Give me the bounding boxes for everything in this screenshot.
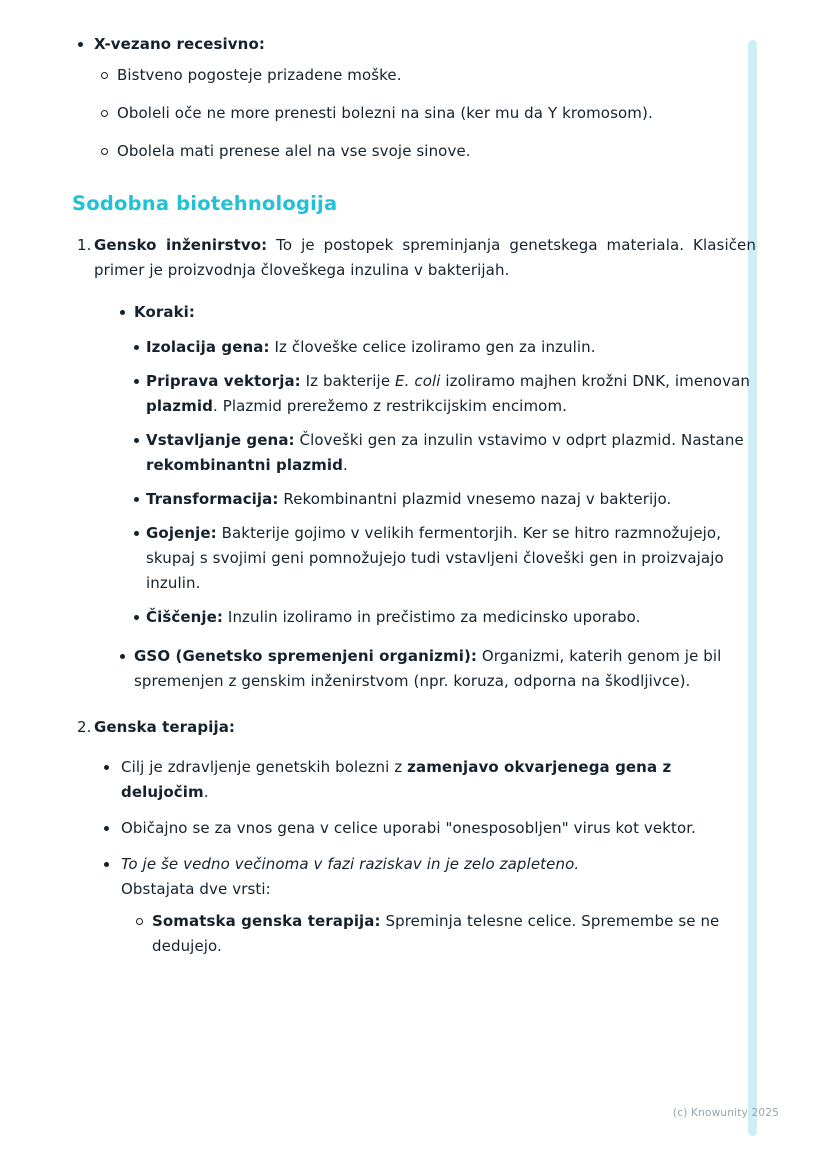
x-linked-recessive-list — [72, 32, 756, 164]
item-number: 2. — [77, 718, 92, 736]
bullet-icon — [104, 816, 121, 841]
list-item-text: Oboleli oče ne more prenesti bolezni na sina (ker mu da Y kromosom). — [117, 104, 653, 122]
sub-bullet-item — [136, 909, 756, 959]
step-item — [134, 428, 756, 478]
list-item-text: Bistveno pogosteje prizadene moške. — [117, 66, 402, 84]
list-item-text: GSO (Genetsko spremenjeni organizmi): Organizmi, katerih genom je bil spremenjen z genskim inženirstvom (npr. koruza, odporna na škodljivce). — [134, 647, 722, 690]
step-text: Vstavljanje gena: Človeški gen za inzulin vstavimo v odprt plazmid. Nastane rekombinantni plazmid. — [146, 431, 744, 474]
step-text: Gojenje: Bakterije gojimo v velikih fermentorjih. Ker se hitro razmnožujejo, skupaj s svojimi geni pomnožujejo tudi vstavljeni človeški gen in proizvajajo inzulin. — [146, 524, 724, 592]
list-item — [95, 139, 756, 164]
bullet-icon — [134, 487, 146, 512]
bullet-item — [104, 816, 756, 841]
bullet-icon — [104, 852, 121, 877]
bullet-item — [104, 755, 756, 805]
bullet-icon — [120, 300, 134, 325]
bullet-text: Cilj je zdravljenje genetskih bolezni z zamenjavo okvarjenega gena z delujočim. — [121, 758, 672, 801]
sub-list — [95, 63, 756, 164]
bullet-text: To je še vedno večinoma v fazi raziskav in je zelo zapleteno. Obstajata dve vrsti: — [121, 855, 580, 898]
list-item-text: X-vezano recesivno: — [94, 35, 265, 53]
circle-bullet-icon — [95, 63, 117, 88]
step-text: Izolacija gena: Iz človeške celice izoliramo gen za inzulin. — [146, 338, 596, 356]
step-item — [134, 605, 756, 630]
content-column — [72, 32, 756, 959]
bullet-item — [104, 852, 756, 902]
sub-bullet-text: Somatska genska terapija: Spreminja telesne celice. Spremembe se ne dedujejo. — [152, 912, 720, 955]
bullet-text: Običajno se za vnos gena v celice uporabi "onesposobljen" virus kot vektor. — [121, 819, 697, 837]
list-item — [95, 101, 756, 126]
bullet-icon — [134, 428, 146, 453]
item-number: 1. — [77, 236, 92, 254]
gso-item — [120, 644, 756, 694]
numbered-item-2 — [72, 715, 756, 959]
list-item-text: Koraki: — [134, 303, 196, 321]
step-text: Čiščenje: Inzulin izoliramo in prečistimo za medicinsko uporabo. — [146, 608, 641, 626]
item-body — [94, 233, 756, 694]
list-item — [95, 63, 756, 88]
circle-bullet-icon — [95, 101, 117, 126]
bullet-icon — [134, 369, 146, 394]
bullet-icon — [134, 521, 146, 546]
section-heading: Sodobna biotehnologija — [72, 192, 338, 215]
step-item — [134, 521, 756, 596]
list-item-text: Obolela mati prenese alel na vse svoje sinove. — [117, 142, 471, 160]
item-title: Genska terapija: — [94, 718, 236, 736]
circle-bullet-icon — [95, 139, 117, 164]
bullet-icon — [72, 32, 94, 57]
bullet-icon — [134, 605, 146, 630]
list-item — [72, 32, 756, 57]
steps-list — [134, 335, 756, 630]
list-item-koraki — [120, 300, 756, 325]
step-item — [134, 369, 756, 419]
page-footer: (c) Knowunity 2025 — [672, 1107, 779, 1119]
numbered-item-1 — [72, 233, 756, 694]
bullet-list — [104, 755, 756, 902]
step-text: Transformacija: Rekombinantni plazmid vnesemo nazaj v bakterijo. — [146, 490, 672, 508]
intro-paragraph: Gensko inženirstvo: To je postopek spreminjanja genetskega materiala. Klasičen primer je proizvodnja človeškega inzulina v bakterijah. — [94, 236, 756, 279]
step-text: Priprava vektorja: Iz bakterije E. coli izoliramo majhen krožni DNK, imenovan plazmid. Plazmid prerežemo z restrikcijskim encimom. — [146, 372, 750, 415]
step-item — [134, 335, 756, 360]
step-item — [134, 487, 756, 512]
bullet-icon — [120, 644, 134, 669]
bullet-icon — [104, 755, 121, 780]
bullet-icon — [134, 335, 146, 360]
item-body — [94, 715, 756, 959]
circle-bullet-icon — [136, 909, 152, 934]
